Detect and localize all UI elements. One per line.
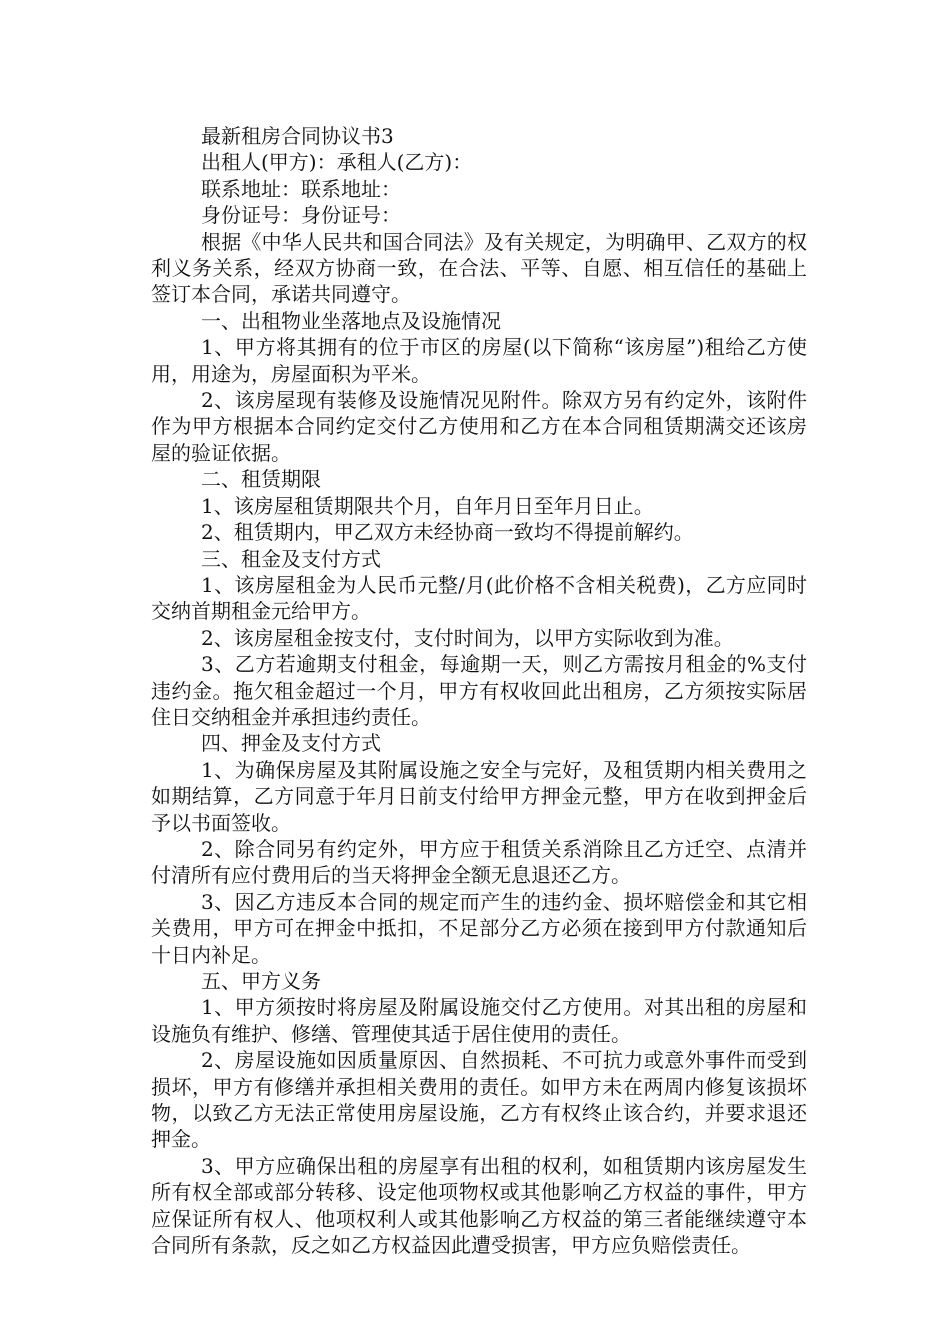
clause-paragraph: 1、该房屋租金为人民币元整/月(此价格不含相关税费)，乙方应同时交纳首期租金元给甲方。 xyxy=(151,572,807,624)
clause-paragraph: 1、甲方须按时将房屋及附属设施交付乙方使用。对其出租的房屋和设施负有维护、修缮、管理使其适于居住使用的责任。 xyxy=(151,995,807,1046)
clause-paragraph: 3、因乙方违反本合同的规定而产生的违约金、损坏赔偿金和其它相关费用，甲方可在押金中抵扣，不足部分乙方必须在接到甲方付款通知后十日内补足。 xyxy=(151,889,807,967)
section-heading: 三、租金及支付方式 xyxy=(201,546,381,571)
preamble-paragraph: 根据《中华人民共和国合同法》及有关规定，为明确甲、乙双方的权利义务关系，经双方协商一致，在合法、平等、自愿、相互信任的基础上签订本合同，承诺共同遵守。 xyxy=(151,229,807,307)
section-heading: 五、甲方义务 xyxy=(201,969,321,993)
section-heading: 四、押金及支付方式 xyxy=(201,731,381,756)
clause-paragraph: 3、甲方应确保出租的房屋享有出租的权利，如租赁期内该房屋发生所有权全部或部分转移、设定他项物权或其他影响乙方权益的事件，甲方应保证所有权人、他项权利人或其他影响乙方权益的第三者能继续遵守本合同所有条款，反之如乙方权益因此遭受损害，甲方应负赔偿责任。 xyxy=(151,1153,807,1258)
document-body xyxy=(151,123,807,1258)
section-heading: 一、出租物业坐落地点及设施情况 xyxy=(201,308,501,333)
document-title: 最新租房合同协议书3 xyxy=(201,124,394,148)
clause-paragraph: 2、该房屋现有装修及设施情况见附件。除双方另有约定外，该附件作为甲方根据本合同约定交付乙方使用和乙方在本合同租赁期满交还该房屋的验证依据。 xyxy=(151,388,807,465)
address-line: 联系地址：联系地址： xyxy=(201,176,401,201)
clause-paragraph: 2、除合同另有约定外，甲方应于租赁关系消除且乙方迁空、点清并付清所有应付费用后的当天将押金全额无息退还乙方。 xyxy=(151,836,807,888)
clause-paragraph: 2、该房屋租金按支付，支付时间为，以甲方实际收到为准。 xyxy=(201,625,734,650)
clause-paragraph: 1、为确保房屋及其附属设施之安全与完好，及租赁期内相关费用之如期结算，乙方同意于年月日前支付给甲方押金元整，甲方在收到押金后予以书面签收。 xyxy=(151,757,807,835)
clause-paragraph: 1、该房屋租赁期限共个月，自年月日至年月日止。 xyxy=(201,493,654,518)
clause-paragraph: 1、甲方将其拥有的位于市区的房屋(以下简称“该房屋”)租给乙方使用，用途为，房屋面积为平米。 xyxy=(151,335,807,386)
clause-paragraph: 3、乙方若逾期支付租金，每逾期一天，则乙方需按月租金的%支付违约金。拖欠租金超过一个月，甲方有权收回此出租房，乙方须按实际居住日交纳租金并承担违约责任。 xyxy=(151,652,807,729)
id-number-line: 身份证号：身份证号： xyxy=(201,203,401,228)
section-heading: 二、租赁期限 xyxy=(201,467,321,492)
party-line: 出租人(甲方)：承租人(乙方)： xyxy=(201,150,473,175)
clause-paragraph: 2、房屋设施如因质量原因、自然损耗、不可抗力或意外事件而受到损坏，甲方有修缮并承担相关费用的责任。如甲方未在两周内修复该损坏物，以致乙方无法正常使用房屋设施，乙方有权终止该合约，并要求退还押金。 xyxy=(151,1048,807,1152)
clause-paragraph: 2、租赁期内，甲乙双方未经协商一致均不得提前解约。 xyxy=(201,520,694,545)
